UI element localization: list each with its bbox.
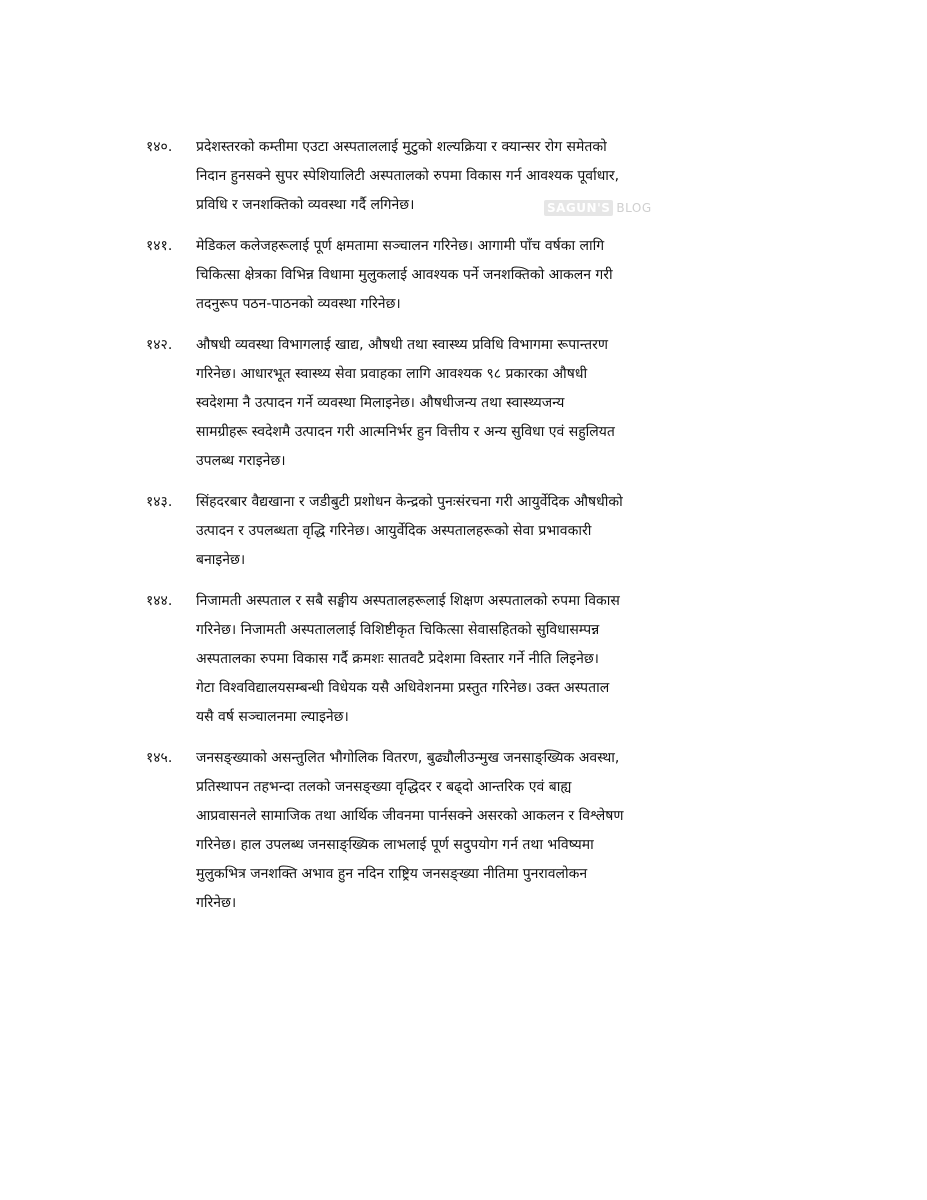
document-body: [146, 133, 786, 930]
paragraph-text: जनसङ्ख्याको असन्तुलित भौगोलिक वितरण, बुढ्यौलीउन्मुख जनसाङ्ख्यिक अवस्था, प्रतिस्थापन तहभन्दा तलको जनसङ्ख्या वृद्धिदर र बढ्दो आन्तरिक एवं बाह्य आप्रवासनले सामाजिक तथा आर्थिक जीवनमा पार्नसक्ने असरको आकलन र विश्लेषण गरिनेछ। हाल उपलब्ध जनसाङ्ख्यिक लाभलाई पूर्ण सदुपयोग गर्न तथा भविष्यमा मुलुकभित्र जनशक्ति अभाव हुन नदिन राष्ट्रिय जनसङ्ख्या नीतिमा पुनरावलोकन गरिनेछ।: [196, 750, 624, 911]
paragraph-number: १४१.: [146, 238, 173, 254]
watermark-secondary: BLOG: [616, 201, 652, 215]
paragraph-144: [146, 587, 786, 732]
paragraph-143: [146, 488, 786, 575]
paragraph-number: १४५.: [146, 750, 173, 766]
paragraph-text: औषधी व्यवस्था विभागलाई खाद्य, औषधी तथा स्वास्थ्य प्रविधि विभागमा रूपान्तरण गरिनेछ। आधारभूत स्वास्थ्य सेवा प्रवाहका लागि आवश्यक ९८ प्रकारका औषधी स्वदेशमा नै उत्पादन गर्ने व्यवस्था मिलाइनेछ। औषधीजन्य तथा स्वास्थ्यजन्य सामग्रीहरू स्वदेशमै उत्पादन गरी आत्मनिर्भर हुन वित्तीय र अन्य सुविधा एवं सहुलियत उपलब्ध गराइनेछ।: [196, 337, 615, 469]
paragraph-145: [146, 744, 786, 918]
paragraph-number: १४०.: [146, 139, 173, 155]
paragraph-text: सिंहदरबार वैद्यखाना र जडीबुटी प्रशोधन केन्द्रको पुनःसंरचना गरी आयुर्वेदिक औषधीको उत्पादन र उपलब्धता वृद्धि गरिनेछ। आयुर्वेदिक अस्पतालहरूको सेवा प्रभावकारी बनाइनेछ।: [196, 494, 623, 568]
paragraph-142: [146, 331, 786, 476]
paragraph-text: निजामती अस्पताल र सबै सङ्घीय अस्पतालहरूलाई शिक्षण अस्पतालको रुपमा विकास गरिनेछ। निजामती अस्पताललाई विशिष्टीकृत चिकित्सा सेवासहितको सुविधासम्पन्न अस्पतालका रुपमा विकास गर्दै क्रमशः सातवटै प्रदेशमा विस्तार गर्ने नीति लिइनेछ। गेटा विश्वविद्यालयसम्बन्धी विधेयक यसै अधिवेशनमा प्रस्तुत गरिनेछ। उक्त अस्पताल यसै वर्ष सञ्चालनमा ल्याइनेछ।: [196, 593, 620, 725]
paragraph-number: १४२.: [146, 337, 173, 353]
paragraph-number: १४३.: [146, 494, 173, 510]
watermark-primary: SAGUN'S: [544, 200, 613, 216]
paragraph-141: [146, 232, 786, 319]
paragraph-text: प्रदेशस्तरको कम्तीमा एउटा अस्पताललाई मुटुको शल्यक्रिया र क्यान्सर रोग समेतको निदान हुनसक्ने सुपर स्पेशियालिटी अस्पतालको रुपमा विकास गर्न आवश्यक पूर्वाधार, प्रविधि र जनशक्तिको व्यवस्था गर्दै लगिनेछ।: [196, 139, 620, 213]
paragraph-text: मेडिकल कलेजहरूलाई पूर्ण क्षमतामा सञ्चालन गरिनेछ। आगामी पाँच वर्षका लागि चिकित्सा क्षेत्रका विभिन्न विधामा मुलुकलाई आवश्यक पर्ने जनशक्तिको आकलन गरी तदनुरूप पठन-पाठनको व्यवस्था गरिनेछ।: [196, 238, 613, 312]
paragraph-140: [146, 133, 786, 220]
paragraph-number: १४४.: [146, 593, 173, 609]
